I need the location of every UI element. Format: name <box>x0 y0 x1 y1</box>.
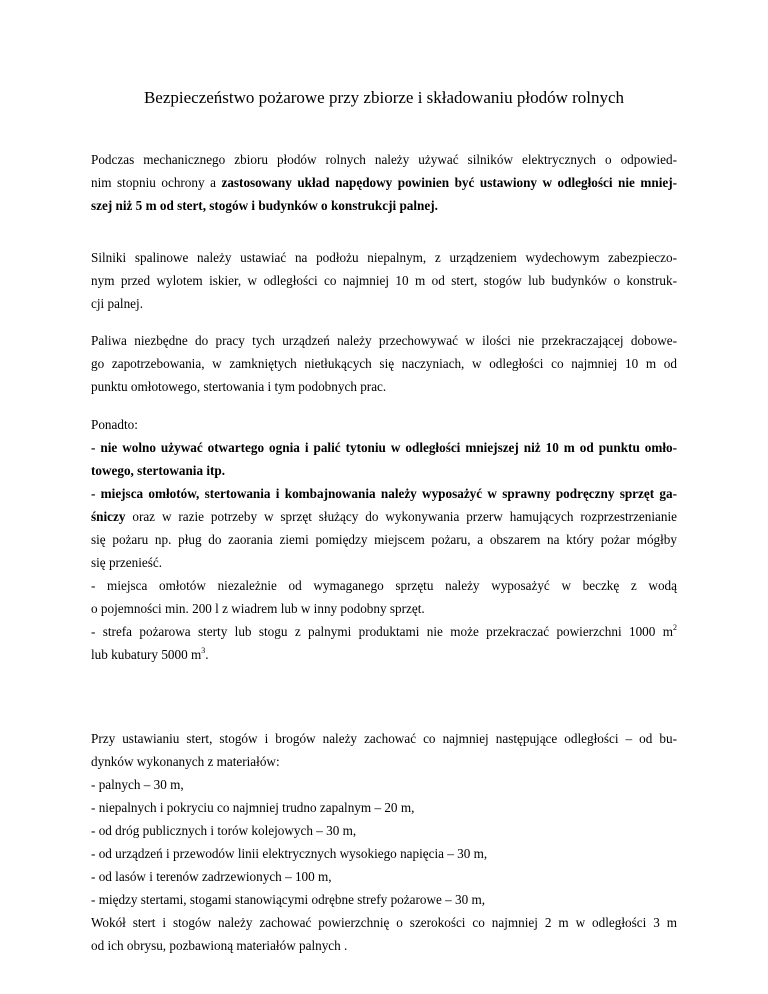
text-run: - strefa pożarowa sterty lub stogu z palnymi produktami nie może przekraczać powierzchni 1000 m <box>91 624 673 639</box>
list-item: - od dróg publicznych i torów kolejowych – 30 m, <box>91 823 357 838</box>
text-line: cji palnej. <box>91 296 143 311</box>
text-line: Paliwa niezbędne do pracy tych urządzeń należy przechowywać w ilości nie przekraczającej dobowe- <box>91 333 677 348</box>
text-run: nim stopniu ochrony a <box>91 175 222 190</box>
text-line: go zapotrzebowania, w zamkniętych nietłukących się naczyniach, w odległości co najmniej 10 m od <box>91 356 677 371</box>
list-item: - między stertami, stogami stanowiącymi odrębne strefy pożarowe – 30 m, <box>91 892 486 907</box>
section-intro: Ponadto: <box>91 417 138 432</box>
text-line: dynków wykonanych z materiałów: <box>91 754 280 769</box>
text-line: Silniki spalinowe należy ustawiać na podłożu niepalnym, z urządzeniem wydechowym zabezpieczo- <box>91 250 677 265</box>
emphasized-text: zastosowany układ napędowy powinien być ustawiony w odległości nie mniej- <box>221 175 677 190</box>
text-line: punktu omłotowego, stertowania i tym podobnych prac. <box>91 379 387 394</box>
emphasized-text: - miejsca omłotów, stertowania i kombajnowania należy wyposażyć w sprawny podręczny sprzęt ga- <box>91 486 677 501</box>
text-line: nym przed wylotem iskier, w odległości co najmniej 10 m od stert, stogów lub budynków o konstruk- <box>91 273 677 288</box>
list-item: - niepalnych i pokryciu co najmniej trudno zapalnym – 20 m, <box>91 800 415 815</box>
emphasized-text: - nie wolno używać otwartego ognia i palić tytoniu w odległości mniejszej niż 10 m od punktu omło- <box>91 440 677 455</box>
text-line: się przenieść. <box>91 555 163 570</box>
emphasized-text: towego, stertowania itp. <box>91 463 226 478</box>
text-line <box>91 620 677 643</box>
text-line: Przy ustawianiu stert, stogów i brogów należy zachować co najmniej następujące odległości – od bu- <box>91 731 677 746</box>
emphasized-text: śniczy <box>91 509 126 524</box>
text-line: od ich obrysu, pozbawioną materiałów palnych . <box>91 938 348 953</box>
list-item: - od lasów i terenów zadrzewionych – 100 m, <box>91 869 332 884</box>
paragraph-combustion-engines <box>91 246 677 315</box>
paragraph-distances <box>91 727 677 957</box>
text-run: . <box>205 647 209 662</box>
text-line: o pojemności min. 200 l z wiadrem lub w inny podobny sprzęt. <box>91 601 425 616</box>
text-line: Wokół stert i stogów należy zachować powierzchnię o szerokości co najmniej 2 m w odległości 3 m <box>91 915 677 930</box>
text-run: oraz w razie potrzeby w sprzęt służący do wykonywania przerw hamujących rozprzestrzenianie <box>125 509 677 524</box>
text-line <box>91 643 677 666</box>
text-line: Podczas mechanicznego zbioru płodów rolnych należy używać silników elektrycznych o odpowied- <box>91 152 677 167</box>
paragraph-additional-rules <box>91 413 677 666</box>
paragraph-fuel-storage <box>91 329 677 398</box>
superscript: 3 <box>201 646 206 655</box>
text-line: - miejsca omłotów niezależnie od wymaganego sprzętu należy wyposażyć w beczkę z wodą <box>91 578 677 593</box>
text-line <box>91 505 677 528</box>
text-run: lub kubatury 5000 m <box>91 647 202 662</box>
list-item: - od urządzeń i przewodów linii elektrycznych wysokiego napięcia – 30 m, <box>91 846 488 861</box>
document-title: Bezpieczeństwo pożarowe przy zbiorze i składowaniu płodów rolnych <box>143 88 625 107</box>
text-line: się pożaru np. pług do zaorania ziemi pomiędzy miejscem pożaru, a obszarem na który pożar mógłby <box>91 532 677 547</box>
emphasized-text: szej niż 5 m od stert, stogów i budynków o konstrukcji palnej. <box>91 198 438 213</box>
text-line <box>91 171 677 194</box>
superscript: 2 <box>673 623 677 632</box>
paragraph-electric-motors <box>91 148 677 217</box>
list-item: - palnych – 30 m, <box>91 777 184 792</box>
